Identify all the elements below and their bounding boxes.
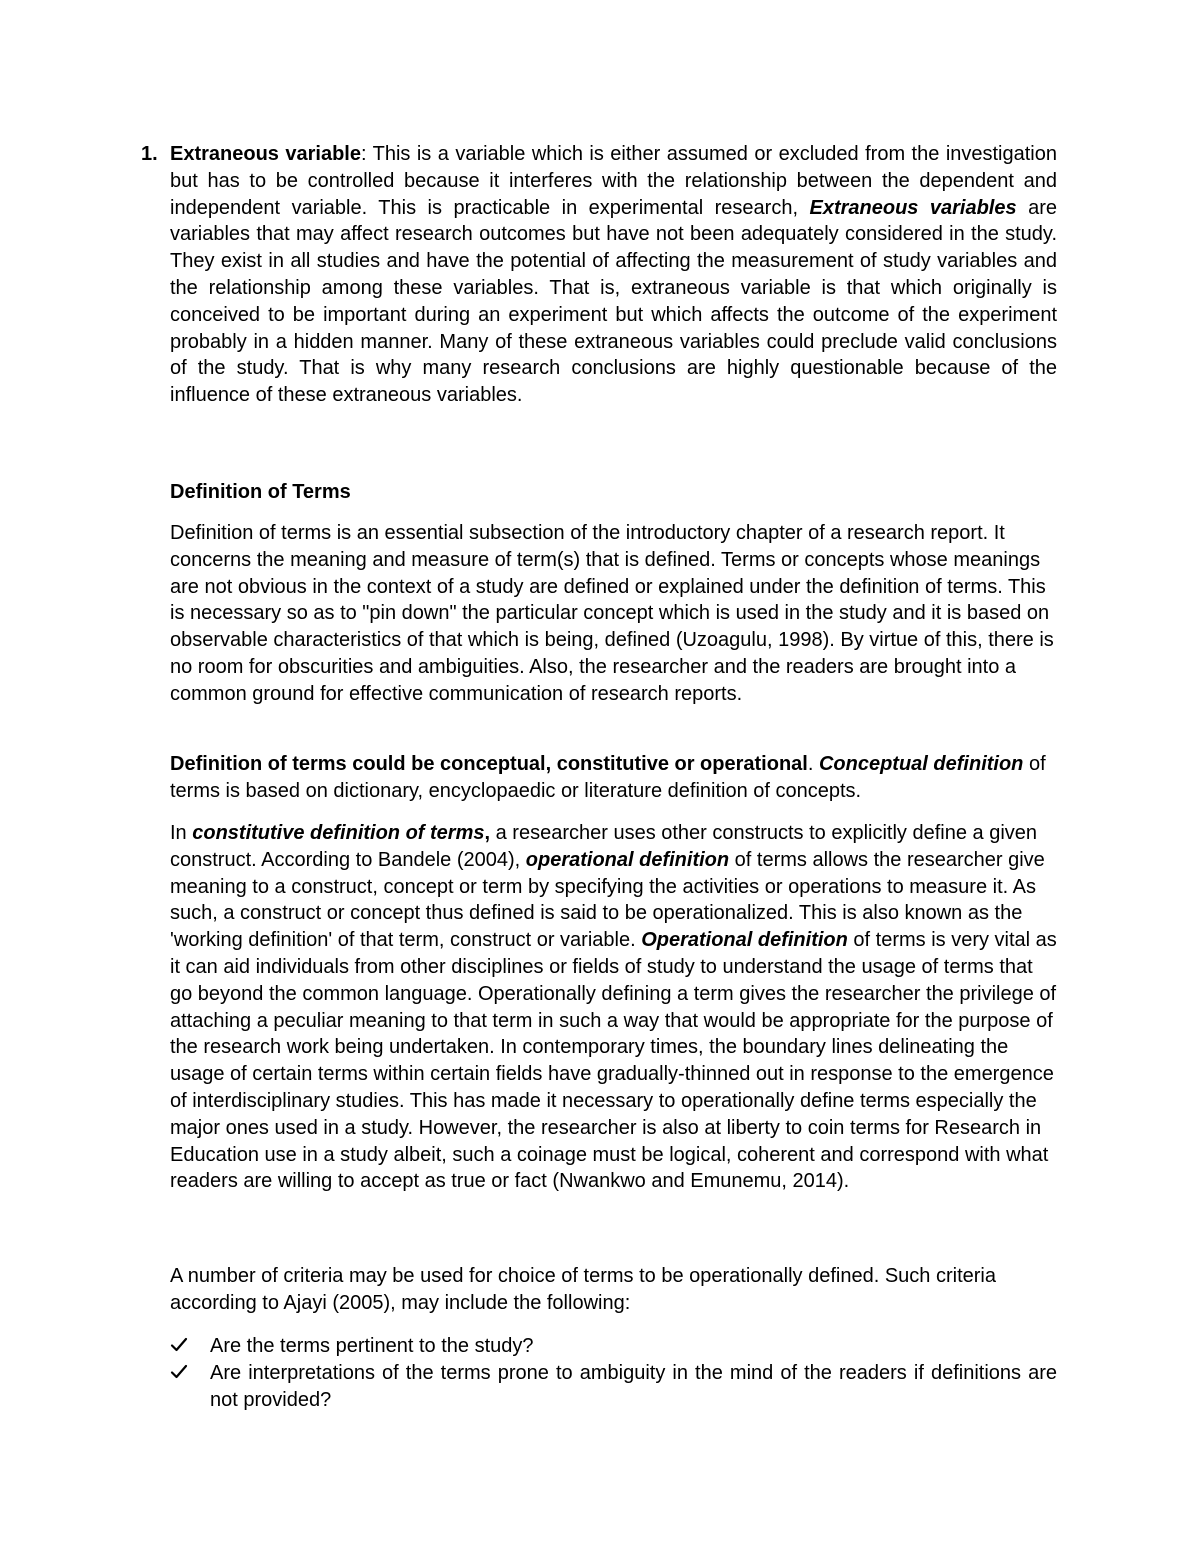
list-number: 1.: [141, 143, 158, 165]
extraneous-variable-paragraph: [170, 141, 1057, 409]
term-conceptual-definition: Conceptual definition: [818, 753, 1024, 775]
text-run: : This is a variable which is either assumed or excluded from the investigation but has to be controlled because it interferes with the relationship between the dependent and independent variable. This is practicable in experimental research,: [170, 143, 1057, 219]
checklist-item: Are the terms pertinent to the study?: [210, 1335, 534, 1357]
section-heading: Definition of Terms: [170, 481, 351, 503]
criteria-paragraph: A number of criteria may be used for choice of terms to be operationally defined. Such criteria according to Ajayi (2005), may include the following:: [170, 1265, 996, 1314]
text-run: ,: [484, 822, 491, 844]
checklist-item: Are interpretations of the terms prone to ambiguity in the mind of the readers if definitions are not provided?: [210, 1362, 1057, 1411]
text-run: a researcher uses other constructs to explicitly define a given construct. According to Bandele (2004),: [170, 822, 1038, 871]
text-run: of terms allows the researcher give meaning to a construct, concept or term by specifying the activities or operations to measure it. As such, a construct or concept thus defined is said to be operationalized. This is also known as the 'working definition' of that term, construct or variable.: [170, 848, 1045, 952]
text-run: .: [807, 753, 819, 775]
term-extraneous-variables: Extraneous variables: [809, 196, 1017, 219]
types-statement: Definition of terms could be conceptual, constitutive or operational: [170, 753, 808, 775]
term-constitutive-definition: constitutive definition of terms: [192, 822, 485, 844]
term-operational-definition-2: Operational definition: [641, 929, 848, 952]
text-run: of terms is very vital as it can aid individuals from other disciplines or fields of study to understand the usage of terms that go beyond the common language. Operationally defining a term gives the researcher the privilege of attaching a peculiar meaning to that term in such a way that would be appropriate for the purpose of the research work being undertaken. In contemporary times, the boundary lines delineating the usage of certain terms within certain fields have gradually-thinned out in response to the emergence of interdisciplinary studies. This has made it necessary to operationally define terms especially the major ones used in a study. However, the researcher is also at liberty to coin terms for Research in Education use in a study albeit, such a coinage must be logical, coherent and correspond with what readers are willing to accept as true or fact (Nwankwo and Emunemu, 2014).: [170, 929, 1057, 1193]
term-operational-definition: operational definition: [525, 848, 730, 871]
operational-paragraph: [170, 820, 1057, 1195]
definition-paragraph: Definition of terms is an essential subsection of the introductory chapter of a research report. It concerns the meaning and measure of term(s) that is defined. Terms or concepts whose meanings are not obvious in the context of a study are defined or explained under the definition of terms. This is necessary so as to "pin down" the particular concept which is used in the study and it is based on observable characteristics of that which is being, defined (Uzoagulu, 1998). By virtue of this, there is no room for obscurities and ambiguities. Also, the researcher and the readers are brought into a common ground for effective communication of research reports.: [170, 522, 1054, 705]
types-paragraph: [170, 751, 1057, 805]
checkmark-icon: [170, 1360, 188, 1387]
term-extraneous-variable: Extraneous variable: [170, 143, 361, 165]
text-run: In: [170, 822, 193, 844]
text-run: are variables that may affect research outcomes but have not been adequately considered in the study. They exist in all studies and have the potential of affecting the measurement of study variables and the relationship among these variables. That is, extraneous variable is that which originally is conceived to be important during an experiment but which affects the outcome of the experiment probably in a hidden manner. Many of these extraneous variables could preclude valid conclusions of the study. That is why many research conclusions are highly questionable because of the influence of these extraneous variables.: [170, 196, 1057, 407]
checkmark-icon: [170, 1333, 188, 1360]
text-run: of terms is based on dictionary, encyclopaedic or literature definition of concepts.: [170, 753, 1046, 802]
